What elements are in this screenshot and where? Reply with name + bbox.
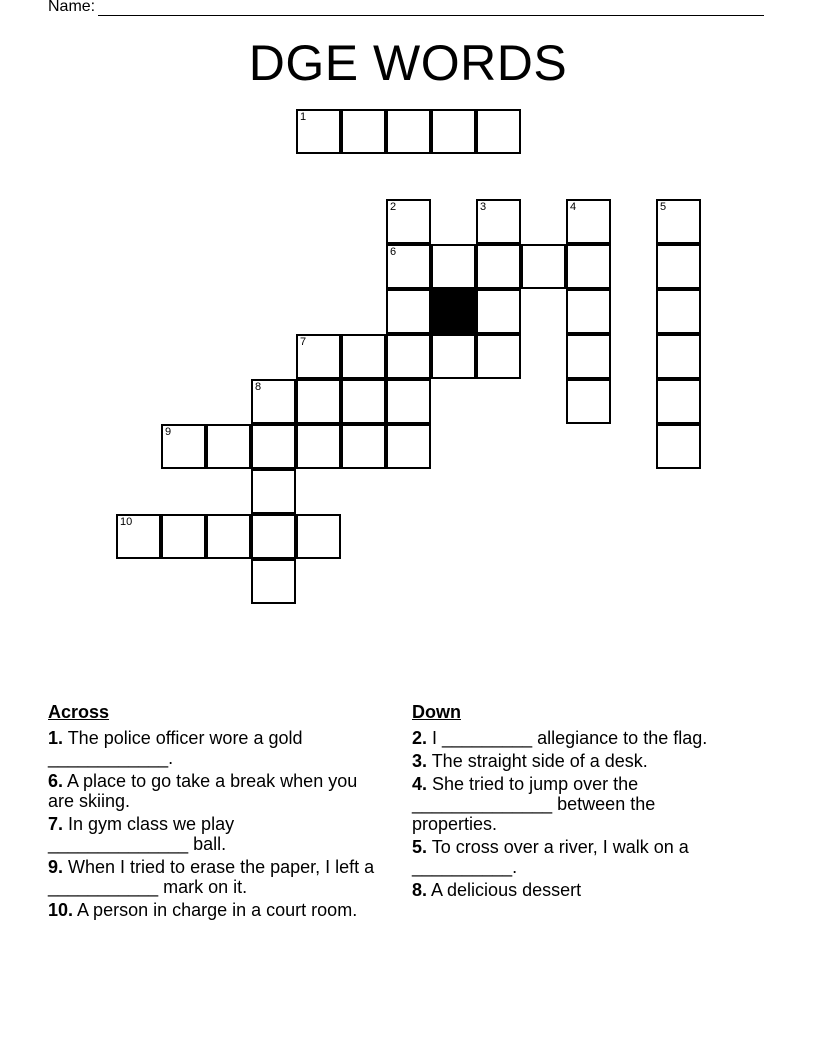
clue-text: A delicious dessert [427,880,582,900]
grid-cell[interactable] [476,244,521,289]
clue-number: 9. [48,857,64,877]
grid-cell[interactable] [251,514,296,559]
clue-across-7 [48,814,378,854]
grid-cell[interactable] [296,379,341,424]
clue-number: 5. [412,837,428,857]
grid-cell[interactable] [296,514,341,559]
grid-cell[interactable] [656,289,701,334]
grid-cell[interactable] [656,244,701,289]
grid-cell[interactable] [656,199,701,244]
puzzle-title: DGE WORDS [248,35,568,91]
grid-cell[interactable] [476,289,521,334]
grid-cell[interactable] [476,109,521,154]
grid-cell[interactable] [341,379,386,424]
grid-cell[interactable] [296,424,341,469]
cell-number: 9 [165,426,172,438]
grid-cell[interactable] [341,334,386,379]
grid-cell[interactable] [521,244,566,289]
grid-cell[interactable] [656,424,701,469]
cell-number: 3 [480,201,487,213]
clue-down-2 [412,728,742,748]
clue-text: In gym class we play ______________ ball. [48,814,235,854]
grid-cell[interactable] [161,424,206,469]
clue-across-10 [48,900,378,920]
grid-cell[interactable] [431,244,476,289]
clue-text: A person in charge in a court room. [73,900,358,920]
down-clues [412,702,742,903]
grid-cell[interactable] [386,109,431,154]
clue-text: A place to go take a break when you are skiing. [48,771,358,811]
grid-cell[interactable] [296,109,341,154]
black-cell [431,289,476,334]
across-heading: Across [48,702,110,722]
grid-cell[interactable] [251,424,296,469]
grid-cell[interactable] [431,334,476,379]
cell-number: 10 [120,516,133,528]
grid-cell[interactable] [566,334,611,379]
clue-number: 1. [48,728,64,748]
cell-number: 4 [570,201,577,213]
grid-cell[interactable] [251,469,296,514]
clue-text: She tried to jump over the ______________ between the properties. [412,774,656,834]
grid-cell[interactable] [656,334,701,379]
clue-across-6 [48,771,378,811]
grid-cell[interactable] [566,244,611,289]
clue-text: To cross over a river, I walk on a __________. [412,837,689,877]
clue-text: The police officer wore a gold ____________. [48,728,303,768]
clue-down-3 [412,751,742,771]
cell-number: 5 [660,201,667,213]
clue-down-4 [412,774,742,834]
clue-number: 6. [48,771,64,791]
grid-cell[interactable] [206,424,251,469]
grid-cell[interactable] [566,199,611,244]
cell-number: 2 [390,201,397,213]
grid-cell[interactable] [296,334,341,379]
grid-cell[interactable] [251,559,296,604]
grid-cell[interactable] [386,244,431,289]
grid-cell[interactable] [476,334,521,379]
cell-number: 8 [255,381,262,393]
grid-cell[interactable] [476,199,521,244]
name-label: Name: [48,0,96,15]
clue-number: 8. [412,880,428,900]
grid-cell[interactable] [386,379,431,424]
cell-number: 6 [390,246,397,258]
clue-number: 2. [412,728,428,748]
grid-cell[interactable] [431,109,476,154]
grid-cell[interactable] [566,379,611,424]
clue-down-5 [412,837,742,877]
clue-across-9 [48,857,378,897]
cell-number: 1 [300,111,307,123]
cell-number: 7 [300,336,307,348]
clue-across-1 [48,728,378,768]
grid-cell[interactable] [341,424,386,469]
grid-cell[interactable] [656,379,701,424]
grid-cell[interactable] [386,289,431,334]
grid-cell[interactable] [386,424,431,469]
across-clues [48,702,378,923]
grid-cell[interactable] [566,289,611,334]
grid-cell[interactable] [386,334,431,379]
clue-number: 4. [412,774,428,794]
clue-down-8 [412,880,742,900]
grid-cell[interactable] [206,514,251,559]
clue-text: The straight side of a desk. [427,751,648,771]
clue-number: 3. [412,751,428,771]
clue-text: I _________ allegiance to the flag. [427,728,708,748]
down-heading: Down [412,702,461,722]
grid-cell[interactable] [116,514,161,559]
grid-cell[interactable] [386,199,431,244]
grid-cell[interactable] [251,379,296,424]
clue-number: 7. [48,814,64,834]
grid-cell[interactable] [341,109,386,154]
clue-text: When I tried to erase the paper, I left a ___________ mark on it. [48,857,375,897]
clue-number: 10. [48,900,74,920]
grid-cell[interactable] [161,514,206,559]
